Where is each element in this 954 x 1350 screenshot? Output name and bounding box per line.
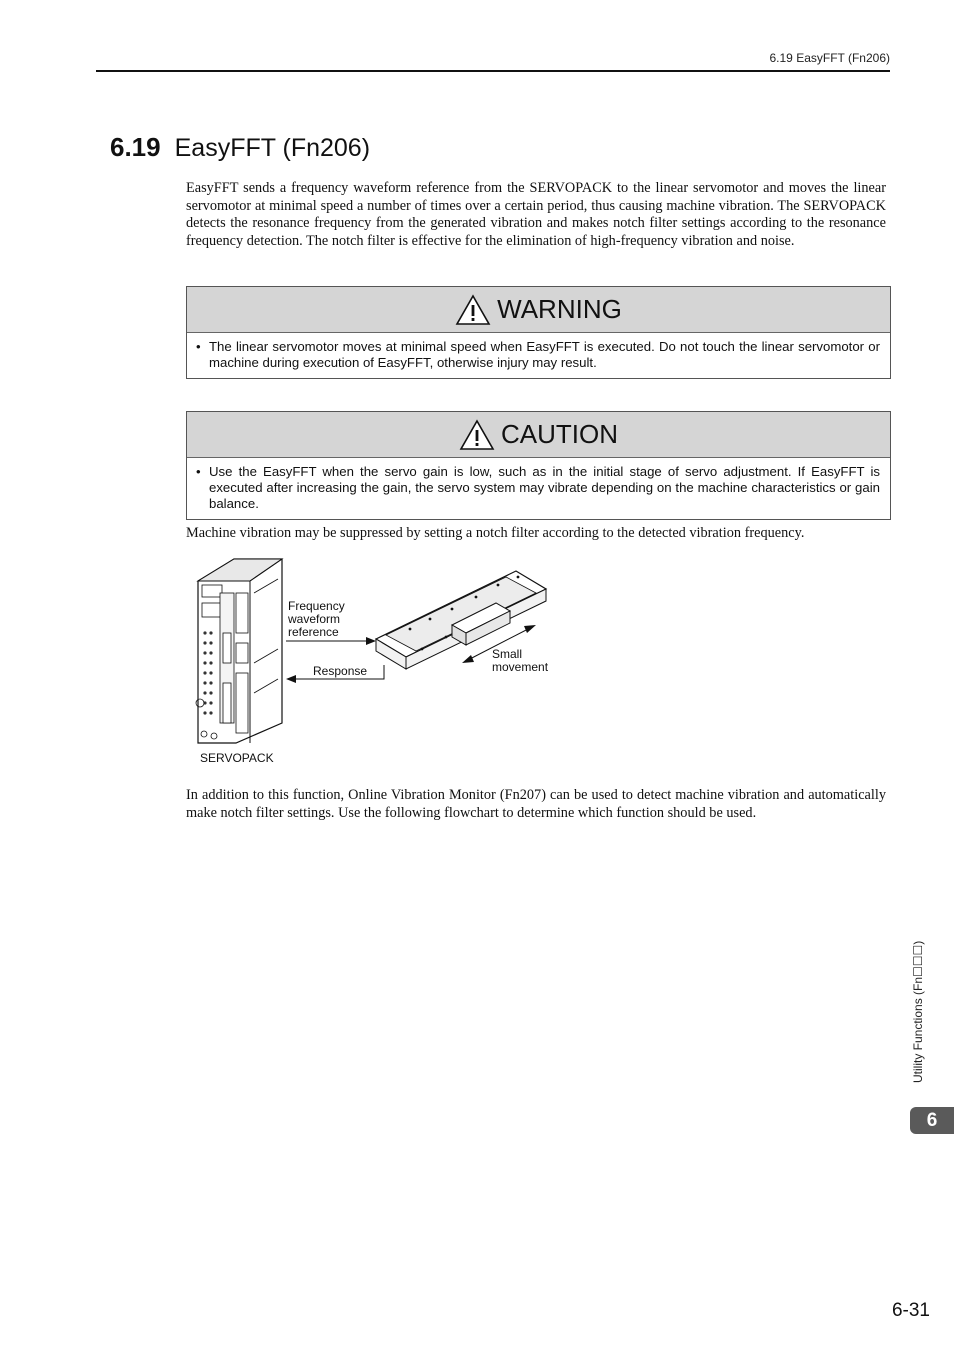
warning-text: The linear servomotor moves at minimal speed when EasyFFT is executed. Do not touch the linear servomotor or machine during execution of EasyFFT, otherwise injury may result.	[209, 339, 880, 370]
warning-body	[187, 333, 890, 378]
warning-box	[186, 286, 891, 379]
section-number: 6.19	[110, 132, 161, 162]
servopack-label: SERVOPACK	[200, 751, 274, 765]
caution-box	[186, 411, 891, 520]
side-tab-label: Utility Functions (Fn☐☐☐)	[911, 940, 925, 1083]
caution-text: Use the EasyFFT when the servo gain is low, such as in the initial stage of servo adjustment. If EasyFFT is executed after increasing the gain, the servo system may vibrate depending on the machine characteristics or gain balance.	[209, 464, 880, 511]
warning-title: WARNING	[497, 294, 622, 324]
section-title-text: EasyFFT (Fn206)	[174, 134, 371, 162]
bullet: •	[196, 464, 201, 479]
section-title	[110, 132, 370, 163]
vibration-note: Machine vibration may be suppressed by setting a notch filter according to the detected vibration frequency.	[186, 525, 805, 541]
bullet: •	[196, 339, 201, 354]
warning-triangle-icon	[455, 294, 491, 326]
caution-title: CAUTION	[501, 419, 618, 449]
response-label: Response	[313, 664, 368, 678]
running-header: 6.19 EasyFFT (Fn206)	[769, 51, 890, 65]
intro-paragraph: EasyFFT sends a frequency waveform reference from the SERVOPACK to the linear servomotor and moves the linear servomotor at minimal speed a number of times over a certain period, thus causing machine vibration. The SERVOPACK detects the resonance frequency from the generated vibration and makes notch filter settings according to the resonance frequency detection. The notch filter is effective for the elimination of high-frequency vibration and noise.	[186, 180, 886, 249]
warning-header	[187, 287, 890, 333]
movement-label: Small movement	[492, 647, 549, 674]
caution-triangle-icon	[459, 419, 495, 451]
caution-header	[187, 412, 890, 458]
frequency-label: Frequency waveform reference	[288, 599, 345, 639]
addition-paragraph: In addition to this function, Online Vibration Monitor (Fn207) can be used to detect machine vibration and automatically make notch filter settings. Use the following flowchart to determine which function should be used.	[186, 787, 886, 821]
page-number: 6-31	[891, 1300, 930, 1321]
chapter-tab: 6	[910, 1107, 954, 1134]
caution-body	[187, 458, 890, 519]
header-rule	[96, 70, 890, 72]
